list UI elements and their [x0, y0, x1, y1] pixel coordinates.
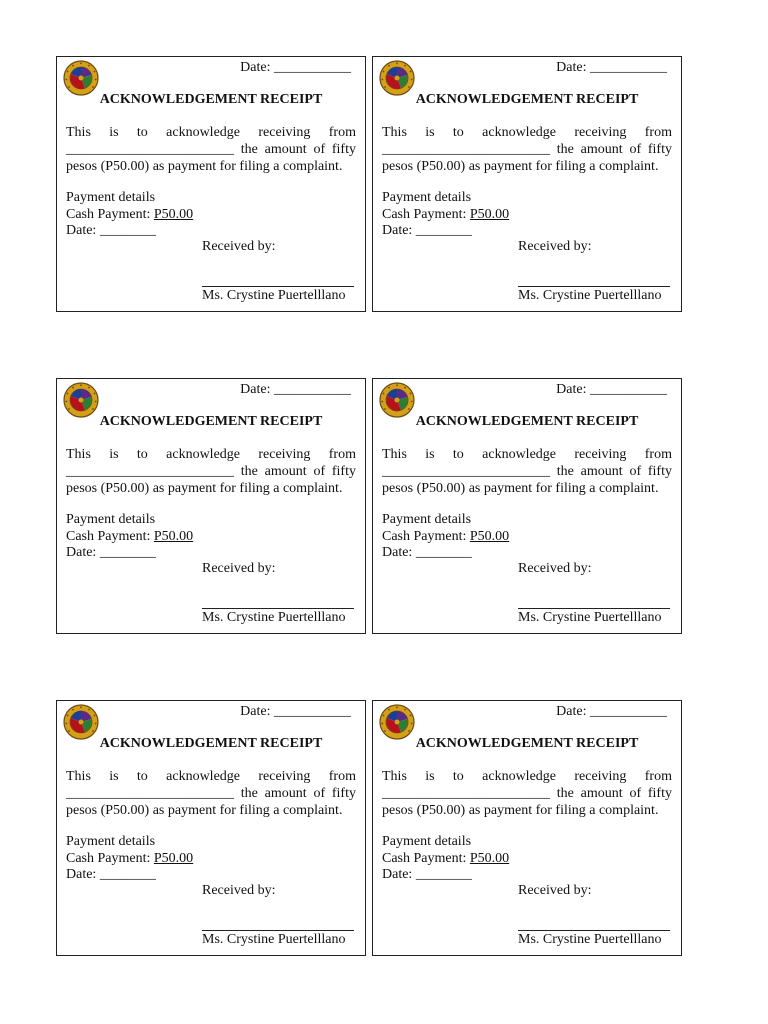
- date-field-top: Date: ___________: [556, 60, 667, 75]
- payment-details: [382, 834, 509, 884]
- receipt-title: ACKNOWLEDGEMENT RECEIPT: [99, 736, 323, 751]
- signature-line: [202, 930, 354, 931]
- cash-payment-amount: P50.00: [153, 528, 194, 544]
- body-line-payer-blank: ________________________ the amount of fifty: [382, 464, 672, 479]
- payment-details: [66, 190, 193, 240]
- receipt-title: ACKNOWLEDGEMENT RECEIPT: [415, 92, 639, 107]
- cash-payment-label: Cash Payment:: [382, 528, 470, 544]
- body-line: This is to acknowledge receiving from: [382, 125, 672, 140]
- payment-details: [66, 834, 193, 884]
- received-by-label: Received by:: [202, 561, 276, 576]
- date-field-top: Date: ___________: [556, 382, 667, 397]
- date-field-top: Date: ___________: [556, 704, 667, 719]
- body-line-payer-blank: ________________________ the amount of fifty: [66, 142, 356, 157]
- cash-payment-row: [66, 207, 193, 224]
- cash-payment-amount: P50.00: [153, 850, 194, 866]
- body-line: pesos (P50.00) as payment for filing a complaint.: [382, 481, 659, 496]
- receipt-title: ACKNOWLEDGEMENT RECEIPT: [415, 736, 639, 751]
- seal-logo-icon: [379, 704, 415, 740]
- signature-line: [202, 286, 354, 287]
- signature-line: [518, 608, 670, 609]
- cash-payment-amount: P50.00: [469, 850, 510, 866]
- body-line: This is to acknowledge receiving from: [382, 769, 672, 784]
- payment-date-field: Date: ________: [382, 223, 472, 238]
- acknowledgement-receipt: [56, 56, 366, 312]
- cash-payment-row: [66, 851, 193, 868]
- seal-logo-icon: [379, 382, 415, 418]
- payment-details-label: Payment details: [382, 190, 472, 205]
- signatory-name: Ms. Crystine Puertelllano: [202, 288, 346, 303]
- signatory-name: Ms. Crystine Puertelllano: [518, 610, 662, 625]
- body-line: pesos (P50.00) as payment for filing a complaint.: [66, 803, 343, 818]
- receipt-body: [66, 446, 356, 497]
- payment-details-label: Payment details: [382, 512, 472, 527]
- received-by-label: Received by:: [518, 561, 592, 576]
- receipt-body: [382, 768, 672, 819]
- signature-line: [202, 608, 354, 609]
- acknowledgement-receipt: [56, 378, 366, 634]
- cash-payment-row: [382, 851, 509, 868]
- receipt-body: [382, 446, 672, 497]
- cash-payment-label: Cash Payment:: [66, 528, 154, 544]
- payment-date-field: Date: ________: [66, 867, 156, 882]
- body-line: This is to acknowledge receiving from: [66, 125, 356, 140]
- receipt-body: [382, 124, 672, 175]
- acknowledgement-receipt: [372, 378, 682, 634]
- cash-payment-label: Cash Payment:: [66, 206, 154, 222]
- body-line: This is to acknowledge receiving from: [382, 447, 672, 462]
- date-field-top: Date: ___________: [240, 382, 351, 397]
- acknowledgement-receipt: [56, 700, 366, 956]
- payment-date-field: Date: ________: [66, 223, 156, 238]
- body-line: pesos (P50.00) as payment for filing a complaint.: [66, 159, 343, 174]
- received-by-label: Received by:: [518, 883, 592, 898]
- cash-payment-label: Cash Payment:: [66, 850, 154, 866]
- body-line: pesos (P50.00) as payment for filing a complaint.: [382, 803, 659, 818]
- receipt-title: ACKNOWLEDGEMENT RECEIPT: [99, 414, 323, 429]
- body-line-payer-blank: ________________________ the amount of fifty: [66, 786, 356, 801]
- cash-payment-amount: P50.00: [469, 528, 510, 544]
- payment-details: [382, 512, 509, 562]
- signatory-name: Ms. Crystine Puertelllano: [518, 932, 662, 947]
- body-line-payer-blank: ________________________ the amount of fifty: [66, 464, 356, 479]
- receipt-body: [66, 124, 356, 175]
- received-by-label: Received by:: [202, 883, 276, 898]
- body-line-payer-blank: ________________________ the amount of fifty: [382, 142, 672, 157]
- cash-payment-amount: P50.00: [153, 206, 194, 222]
- payment-date-field: Date: ________: [382, 545, 472, 560]
- date-field-top: Date: ___________: [240, 704, 351, 719]
- acknowledgement-receipt: [372, 56, 682, 312]
- body-line: This is to acknowledge receiving from: [66, 447, 356, 462]
- body-line: pesos (P50.00) as payment for filing a complaint.: [66, 481, 343, 496]
- payment-date-field: Date: ________: [382, 867, 472, 882]
- payment-details-label: Payment details: [66, 190, 156, 205]
- payment-details: [66, 512, 193, 562]
- payment-details-label: Payment details: [382, 834, 472, 849]
- seal-logo-icon: [63, 60, 99, 96]
- received-by-label: Received by:: [518, 239, 592, 254]
- signature-line: [518, 286, 670, 287]
- acknowledgement-receipt: [372, 700, 682, 956]
- payment-details: [382, 190, 509, 240]
- date-field-top: Date: ___________: [240, 60, 351, 75]
- receipt-body: [66, 768, 356, 819]
- signatory-name: Ms. Crystine Puertelllano: [202, 932, 346, 947]
- cash-payment-amount: P50.00: [469, 206, 510, 222]
- seal-logo-icon: [63, 382, 99, 418]
- payment-details-label: Payment details: [66, 512, 156, 527]
- body-line-payer-blank: ________________________ the amount of fifty: [382, 786, 672, 801]
- signature-line: [518, 930, 670, 931]
- seal-logo-icon: [379, 60, 415, 96]
- cash-payment-label: Cash Payment:: [382, 206, 470, 222]
- cash-payment-row: [382, 529, 509, 546]
- body-line: This is to acknowledge receiving from: [66, 769, 356, 784]
- payment-details-label: Payment details: [66, 834, 156, 849]
- receipt-title: ACKNOWLEDGEMENT RECEIPT: [99, 92, 323, 107]
- cash-payment-label: Cash Payment:: [382, 850, 470, 866]
- cash-payment-row: [382, 207, 509, 224]
- receipt-title: ACKNOWLEDGEMENT RECEIPT: [415, 414, 639, 429]
- payment-date-field: Date: ________: [66, 545, 156, 560]
- body-line: pesos (P50.00) as payment for filing a complaint.: [382, 159, 659, 174]
- received-by-label: Received by:: [202, 239, 276, 254]
- cash-payment-row: [66, 529, 193, 546]
- signatory-name: Ms. Crystine Puertelllano: [518, 288, 662, 303]
- signatory-name: Ms. Crystine Puertelllano: [202, 610, 346, 625]
- seal-logo-icon: [63, 704, 99, 740]
